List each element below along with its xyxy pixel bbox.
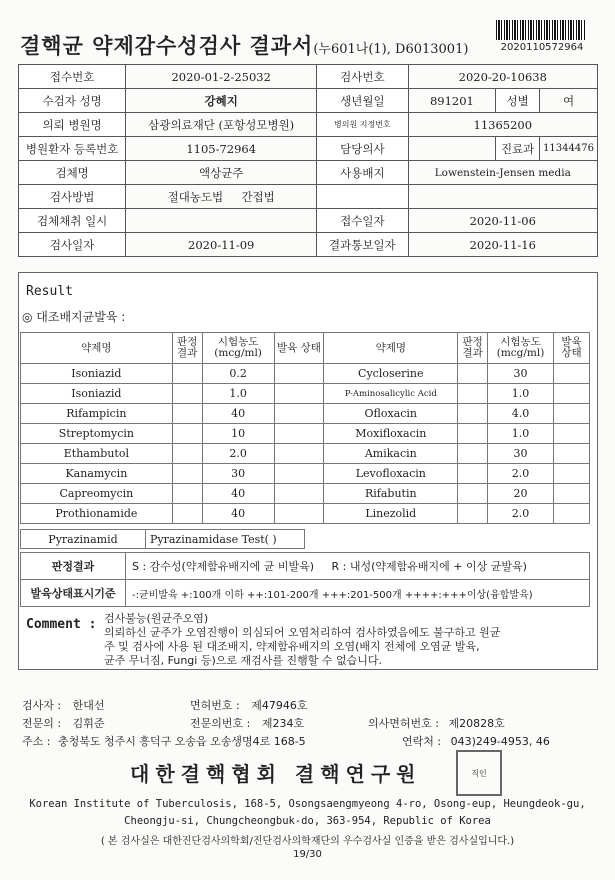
judge-s: S : 감수성(약제함유배지에 균 비발육) [132, 560, 315, 573]
drug-growth [274, 464, 324, 484]
report-date: 2020-11-16 [408, 233, 597, 257]
title-main: 결핵균 약제감수성검사 결과서 [20, 33, 314, 58]
drug-growth [554, 364, 590, 384]
barcode [496, 20, 586, 40]
drug-growth [554, 504, 590, 524]
comment-line: 주 및 검사에 사용 된 대조배지, 약제함유배지의 오염(배지 전체에 오염균 발육, [104, 640, 480, 653]
drug-growth [554, 444, 590, 464]
drug-name: Capreomycin [21, 484, 173, 504]
drug-conc: 1.0 [488, 424, 554, 444]
drug-growth [554, 384, 590, 404]
drug-name: Rifampicin [21, 404, 173, 424]
inspector-label: 검사자 : [22, 699, 62, 712]
drug-row [21, 504, 590, 524]
drug-growth [554, 464, 590, 484]
specimen-label: 검체명 [19, 161, 126, 185]
receipt-no-label: 접수번호 [19, 65, 126, 89]
medium: Lowenstein-Jensen media [408, 161, 597, 185]
drug-conc: 40 [202, 484, 274, 504]
dob-label: 생년월일 [317, 89, 408, 113]
drug-name: Isoniazid [21, 384, 173, 404]
drug-judge [172, 444, 202, 464]
received-label: 접수일자 [317, 209, 408, 233]
drug-growth [554, 484, 590, 504]
drug-conc: 1.0 [202, 384, 274, 404]
drug-judge [172, 404, 202, 424]
address: 충청북도 청주시 흥덕구 오송읍 오송생명4로 168-5 [57, 735, 306, 748]
hosp-code-label: 병의원 지정번호 [317, 113, 408, 137]
test-no: 2020-20-10638 [408, 65, 597, 89]
drug-conc: 2.0 [202, 444, 274, 464]
patient-label: 수검자 성명 [19, 89, 126, 113]
col-drug: 약제명 [21, 333, 173, 364]
method-label: 검사방법 [19, 185, 126, 209]
received: 2020-11-06 [408, 209, 597, 233]
drug-row [21, 424, 590, 444]
drug-conc: 2.0 [488, 464, 554, 484]
drug-growth [274, 444, 324, 464]
address-row [22, 733, 306, 749]
drug-name: Ofloxacin [324, 404, 458, 424]
drug-name: Prothionamide [21, 504, 173, 524]
specialist: 김휘준 [72, 717, 105, 730]
hosp-code: 11365200 [408, 113, 597, 137]
patient-name: 강혜지 [126, 89, 317, 113]
test-no-label: 검사번호 [317, 65, 408, 89]
drug-judge [458, 504, 488, 524]
drug-judge [172, 464, 202, 484]
hospital-label: 의뢰 병원명 [19, 113, 126, 137]
drug-row [21, 404, 590, 424]
pyrazinamide-row [20, 529, 305, 549]
drug-judge [458, 384, 488, 404]
reg-no: 1105-72964 [126, 137, 317, 161]
doctor-label: 담당의사 [317, 137, 408, 161]
dob: 891201 [408, 89, 496, 113]
drug-judge [458, 464, 488, 484]
drug-name: Isoniazid [21, 364, 173, 384]
comment-line: 검사불능(원균주오염) [104, 612, 209, 625]
drug-judge [172, 424, 202, 444]
method [126, 185, 317, 209]
drug-growth [274, 384, 324, 404]
english-address-2: Cheongju-si, Chungcheongbuk-do, 363-954, Republic of Korea [124, 815, 491, 827]
specimen: 액상균주 [126, 161, 317, 185]
report-label: 결과통보일자 [317, 233, 408, 257]
inspector: 한대선 [72, 699, 105, 712]
collect-label: 검체채취 일시 [19, 209, 126, 233]
drug-name: Kanamycin [21, 464, 173, 484]
contact-row [402, 733, 550, 749]
certification-note: ( 본 검사실은 대한진단검사의학회/진단검사의학재단의 우수검사실 인증을 받은 검사실입니다.) [100, 836, 515, 847]
drug-conc: 30 [202, 464, 274, 484]
test-date: 2020-11-09 [126, 233, 317, 257]
drug-name: Ethambutol [21, 444, 173, 464]
drug-name: Amikacin [324, 444, 458, 464]
document-title [20, 30, 468, 60]
doc-license-row [368, 715, 505, 731]
comment-text [104, 612, 584, 668]
drug-conc: 10 [202, 424, 274, 444]
drug-judge [172, 484, 202, 504]
drug-name: Moxifloxacin [324, 424, 458, 444]
control-medium-heading: ◎ 대조배지균발육 : [22, 310, 126, 324]
growth-label: 발육상태표시기준 [21, 580, 126, 607]
col-conc: 시험농도 (mcg/ml) [202, 333, 274, 364]
comment-line: 균주 무너짐, Fungi 등)으로 재검사를 진행할 수 없습니다. [104, 654, 382, 667]
drug-judge [458, 444, 488, 464]
page-number: 19/30 [293, 849, 322, 860]
drug-row [21, 384, 590, 404]
drug-conc: 20 [488, 484, 554, 504]
col-drug-2: 약제명 [324, 333, 458, 364]
drug-name: P-Aminosalicylic Acid [324, 384, 458, 404]
dept-label: 진료과 [496, 137, 540, 161]
pza-label: Pyrazinamid [21, 530, 146, 549]
doc-license-label: 의사면허번호 : [368, 717, 439, 730]
seal-text: 직인 [471, 768, 487, 778]
contact-label: 연락처 : [402, 735, 442, 748]
drug-row [21, 444, 590, 464]
medium-label: 사용배지 [317, 161, 408, 185]
growth-criteria: -:균비발육 +:100개 이하 ++:101-200개 +++:201-500개 ++++:+++이상(융합발육) [126, 580, 590, 607]
institute-name: 대한결핵협회 결핵연구원 [130, 762, 422, 786]
drug-growth [274, 404, 324, 424]
drug-conc: 30 [488, 444, 554, 464]
hospital: 삼광의료재단 (포항성모병원) [126, 113, 317, 137]
method-1: 절대농도법 [167, 189, 224, 204]
official-seal [456, 750, 502, 796]
drug-conc: 40 [202, 404, 274, 424]
receipt-no: 2020-01-2-25032 [126, 65, 317, 89]
drug-conc: 2.0 [488, 504, 554, 524]
specialist-label: 전문의 : [22, 717, 62, 730]
col-conc-2: 시험농도 (mcg/ml) [488, 333, 554, 364]
form-code: (누601나(1), D6013001) [313, 42, 469, 57]
doctor [408, 137, 496, 161]
drug-conc: 4.0 [488, 404, 554, 424]
spec-no: 제234호 [261, 717, 305, 730]
col-judge-2: 판정 결과 [458, 333, 488, 364]
drug-table [20, 332, 590, 524]
drug-judge [172, 384, 202, 404]
license-label: 면허번호 : [190, 699, 240, 712]
specialist-row [22, 715, 104, 731]
drug-conc: 40 [202, 504, 274, 524]
license-row [190, 697, 307, 713]
patient-info-table [18, 64, 598, 257]
inspector-row [22, 697, 104, 713]
comment-label: Comment : [26, 617, 97, 632]
drug-row [21, 364, 590, 384]
collect [126, 209, 317, 233]
dept: 11344476 [540, 137, 598, 161]
drug-growth [274, 424, 324, 444]
drug-row [21, 464, 590, 484]
license: 제47946호 [251, 699, 308, 712]
sex-label: 성별 [496, 89, 540, 113]
reg-label: 병원환자 등록번호 [19, 137, 126, 161]
doc-license: 제20828호 [448, 717, 505, 730]
result-heading: Result [26, 284, 73, 299]
method-2: 간접법 [241, 189, 275, 204]
test-date-label: 검사일자 [19, 233, 126, 257]
drug-growth [274, 504, 324, 524]
judge-label: 판정결과 [21, 553, 126, 580]
drug-name: Levofloxacin [324, 464, 458, 484]
drug-judge [458, 424, 488, 444]
drug-growth [274, 484, 324, 504]
drug-judge [458, 484, 488, 504]
judge-criteria [126, 553, 590, 580]
drug-growth [554, 424, 590, 444]
drug-conc: 1.0 [488, 384, 554, 404]
col-judge: 판정 결과 [172, 333, 202, 364]
pza-test: Pyrazinamidase Test( ) [146, 530, 305, 549]
drug-name: Rifabutin [324, 484, 458, 504]
address-label: 주소 : [22, 735, 51, 748]
drug-name: Cycloserine [324, 364, 458, 384]
col-growth-2: 발육 상태 [554, 333, 590, 364]
drug-growth [554, 404, 590, 424]
drug-name: Streptomycin [21, 424, 173, 444]
english-address-1: Korean Institute of Tuberculosis, 168-5, Osongsaengmyeong 4-ro, Osong-eup, Heungdeok-gu, [29, 798, 586, 810]
drug-name: Linezolid [324, 504, 458, 524]
barcode-number: 2020110572964 [500, 42, 584, 53]
drug-judge [172, 504, 202, 524]
contact: 043)249-4953, 46 [450, 735, 550, 748]
drug-growth [274, 364, 324, 384]
spec-no-label: 전문의번호 : [190, 717, 251, 730]
drug-conc: 0.2 [202, 364, 274, 384]
comment-line: 의뢰하신 균주가 오염진행이 의심되어 오염처리하여 검사하였음에도 불구하고 원균 [104, 626, 501, 639]
drug-judge [458, 404, 488, 424]
spec-no-row [190, 715, 304, 731]
drug-judge [458, 364, 488, 384]
drug-row [21, 484, 590, 504]
col-growth: 발육 상태 [274, 333, 324, 364]
sex: 여 [540, 89, 598, 113]
drug-judge [172, 364, 202, 384]
drug-conc: 30 [488, 364, 554, 384]
criteria-table [20, 552, 590, 607]
judge-r: R : 내성(약제함유배지에 + 이상 균발육) [331, 560, 527, 573]
